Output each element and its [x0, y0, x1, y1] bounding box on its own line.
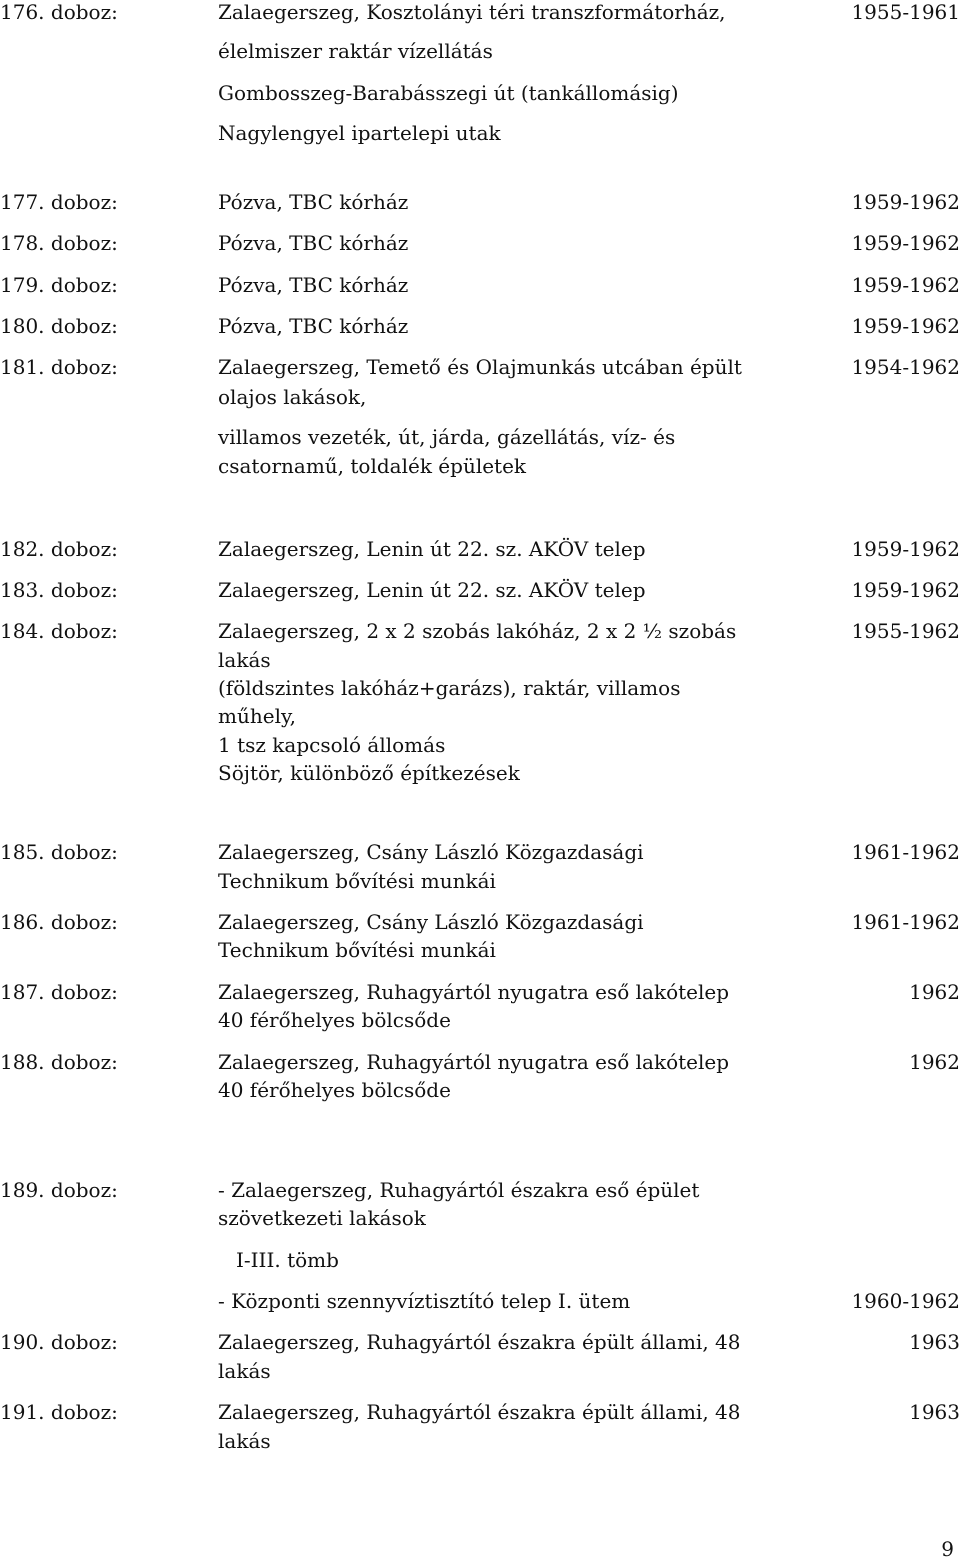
box-label: 191. doboz:	[0, 1400, 118, 1424]
year-range: 1959-1962	[851, 190, 960, 214]
entry-description: élelmiszer raktár vízellátás	[218, 39, 493, 63]
entry-description: olajos lakások,	[218, 385, 367, 409]
entry-description: Zalaegerszeg, Ruhagyártól nyugatra eső lakótelep	[218, 980, 730, 1004]
entry-description: műhely,	[218, 704, 296, 728]
box-label: 189. doboz:	[0, 1178, 118, 1202]
entry-description: csatornamű, toldalék épületek	[218, 454, 527, 478]
year-range: 1955-1961	[851, 0, 960, 24]
entry-description: Nagylengyel ipartelepi utak	[218, 121, 501, 145]
box-label: 188. doboz:	[0, 1050, 118, 1074]
entry-description: Zalaegerszeg, Ruhagyártól északra épült állami, 48	[218, 1330, 741, 1354]
entry-description: Zalaegerszeg, Lenin út 22. sz. AKÖV telep	[218, 537, 646, 561]
box-label: 183. doboz:	[0, 578, 118, 602]
entry-description: Pózva, TBC kórház	[218, 190, 409, 214]
year-range: 1959-1962	[851, 231, 960, 255]
box-label: 186. doboz:	[0, 910, 118, 934]
entry-description: Zalaegerszeg, Lenin út 22. sz. AKÖV telep	[218, 578, 646, 602]
box-label: 182. doboz:	[0, 537, 118, 561]
year-range: 1963	[909, 1330, 960, 1354]
entry-description: Technikum bővítési munkái	[218, 938, 496, 962]
entry-description: 40 férőhelyes bölcsőde	[218, 1008, 451, 1032]
entry-description: I-III. tömb	[236, 1248, 339, 1272]
year-range: 1955-1962	[851, 619, 960, 643]
entry-description: lakás	[218, 1359, 271, 1383]
entry-description: Söjtör, különböző építkezések	[218, 761, 520, 785]
year-range: 1962	[909, 980, 960, 1004]
box-label: 190. doboz:	[0, 1330, 118, 1354]
year-range: 1954-1962	[851, 355, 960, 379]
box-label: 185. doboz:	[0, 840, 118, 864]
year-range: 1959-1962	[851, 273, 960, 297]
box-label: 176. doboz:	[0, 0, 118, 24]
entry-description: Technikum bővítési munkái	[218, 869, 496, 893]
entry-description: 1 tsz kapcsoló állomás	[218, 733, 446, 757]
year-range: 1959-1962	[851, 537, 960, 561]
year-range: 1963	[909, 1400, 960, 1424]
entry-description: Zalaegerszeg, Ruhagyártól nyugatra eső lakótelep	[218, 1050, 730, 1074]
entry-description: - Központi szennyvíztisztító telep I. ütem	[218, 1289, 631, 1313]
year-range: 1960-1962	[851, 1289, 960, 1313]
year-range: 1959-1962	[851, 578, 960, 602]
entry-description: villamos vezeték, út, járda, gázellátás, víz- és	[218, 425, 676, 449]
box-label: 181. doboz:	[0, 355, 118, 379]
year-range: 1962	[909, 1050, 960, 1074]
entry-description: Pózva, TBC kórház	[218, 273, 409, 297]
entry-description: Zalaegerszeg, Csány László Közgazdasági	[218, 910, 644, 934]
entry-description: Pózva, TBC kórház	[218, 314, 409, 338]
entry-description: lakás	[218, 1429, 271, 1453]
entry-description: 40 férőhelyes bölcsőde	[218, 1078, 451, 1102]
entry-description: Zalaegerszeg, Temető és Olajmunkás utcában épült	[218, 355, 742, 379]
entry-description: Zalaegerszeg, Kosztolányi téri transzformátorház,	[218, 0, 726, 24]
box-label: 187. doboz:	[0, 980, 118, 1004]
box-label: 179. doboz:	[0, 273, 118, 297]
box-label: 178. doboz:	[0, 231, 118, 255]
entry-description: (földszintes lakóház+garázs), raktár, villamos	[218, 676, 681, 700]
page-number: 9	[941, 1537, 954, 1561]
box-label: 180. doboz:	[0, 314, 118, 338]
year-range: 1961-1962	[851, 840, 960, 864]
entry-description: Gombosszeg-Barabásszegi út (tankállomásig)	[218, 81, 679, 105]
entry-description: Zalaegerszeg, 2 x 2 szobás lakóház, 2 x 2 ½ szobás	[218, 619, 737, 643]
entry-description: Zalaegerszeg, Ruhagyártól északra épült állami, 48	[218, 1400, 741, 1424]
entry-description: szövetkezeti lakások	[218, 1206, 426, 1230]
year-range: 1961-1962	[851, 910, 960, 934]
entry-description: lakás	[218, 648, 271, 672]
entry-description: Zalaegerszeg, Csány László Közgazdasági	[218, 840, 644, 864]
entry-description: Pózva, TBC kórház	[218, 231, 409, 255]
box-label: 184. doboz:	[0, 619, 118, 643]
box-label: 177. doboz:	[0, 190, 118, 214]
entry-description: - Zalaegerszeg, Ruhagyártól északra eső épület	[218, 1178, 700, 1202]
year-range: 1959-1962	[851, 314, 960, 338]
